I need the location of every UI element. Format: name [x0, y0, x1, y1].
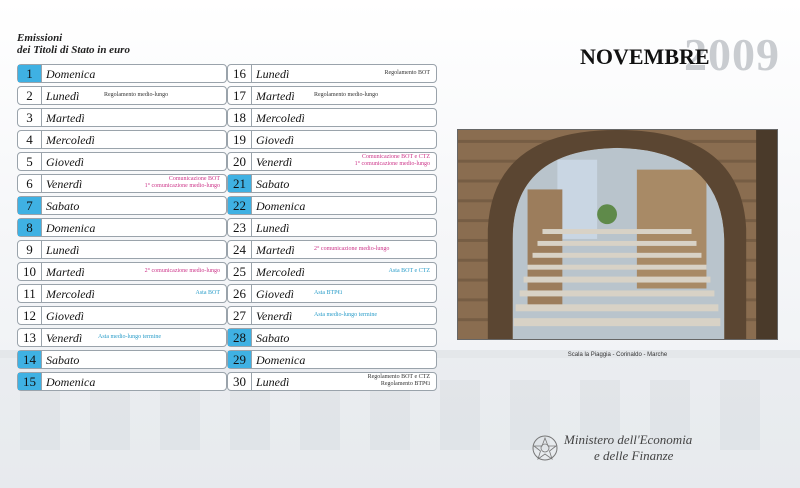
- ministry-line-2: e delle Finanze: [594, 448, 674, 463]
- arch-staircase-photo: [457, 129, 778, 340]
- issuance-note: Asta BOT e CTZ: [388, 268, 430, 274]
- day-number: 25: [228, 263, 252, 280]
- calendar-day-row: [227, 328, 437, 347]
- calendar-day-row: [17, 350, 227, 369]
- calendar-day-row: [17, 152, 227, 171]
- day-number: 15: [18, 373, 42, 390]
- issuance-note: Regolamento medio-lungo: [104, 92, 169, 98]
- weekday-name: Giovedì: [46, 155, 84, 169]
- day-number: 14: [18, 351, 42, 368]
- weekday-name: Mercoledì: [256, 111, 305, 125]
- calendar-column-right: [227, 64, 437, 394]
- day-number: 11: [18, 285, 42, 302]
- calendar-day-row: [227, 174, 437, 193]
- day-number: 3: [18, 109, 42, 126]
- calendar-day-row: [17, 130, 227, 149]
- issuance-note: Comunicazione BOT e CTZ: [361, 154, 430, 160]
- weekday-name: Giovedì: [46, 309, 84, 323]
- issuance-note: Regolamento BOT e CTZ: [367, 374, 430, 380]
- day-number: 16: [228, 65, 252, 82]
- day-number: 8: [18, 219, 42, 236]
- day-number: 18: [228, 109, 252, 126]
- month-label: NOVEMBRE: [580, 44, 710, 69]
- day-number: 12: [18, 307, 42, 324]
- day-number: 24: [228, 241, 252, 258]
- calendar-day-row: [17, 108, 227, 127]
- calendar-day-row: [227, 284, 437, 303]
- weekday-name: Lunedì: [256, 67, 290, 81]
- weekday-name: Domenica: [46, 375, 96, 389]
- issuance-note: Comunicazione BOT: [168, 176, 220, 182]
- calendar-day-row: [17, 262, 227, 281]
- day-number: 17: [228, 87, 252, 104]
- calendar-day-row: [17, 372, 227, 391]
- day-number: 13: [18, 329, 42, 346]
- day-number: 7: [18, 197, 42, 214]
- weekday-name: Domenica: [256, 199, 306, 213]
- calendar-day-row: [227, 152, 437, 171]
- weekday-name: Sabato: [46, 199, 80, 213]
- weekday-name: Martedì: [46, 111, 85, 125]
- weekday-name: Venerdì: [46, 177, 83, 191]
- weekday-name: Lunedì: [256, 221, 290, 235]
- weekday-name: Giovedì: [256, 287, 294, 301]
- day-number: 22: [228, 197, 252, 214]
- header-line-1: Emissioni: [17, 32, 63, 44]
- month-title: [570, 30, 780, 80]
- header-line-2: dei Titoli di Stato in euro: [17, 44, 130, 56]
- weekday-name: Domenica: [46, 221, 96, 235]
- day-number: 27: [228, 307, 252, 324]
- day-number: 19: [228, 131, 252, 148]
- weekday-name: Domenica: [46, 67, 96, 81]
- weekday-name: Sabato: [46, 353, 80, 367]
- day-number: 2: [18, 87, 42, 104]
- calendar-day-row: [227, 262, 437, 281]
- calendar-day-row: [227, 130, 437, 149]
- day-number: 9: [18, 241, 42, 258]
- calendar-column-left: [17, 64, 227, 394]
- calendar-day-row: [17, 196, 227, 215]
- weekday-name: Martedì: [46, 265, 85, 279]
- weekday-name: Mercoledì: [256, 265, 305, 279]
- republic-emblem-icon: [530, 432, 560, 466]
- calendar-day-row: [227, 372, 437, 391]
- weekday-name: Martedì: [256, 89, 295, 103]
- day-number: 5: [18, 153, 42, 170]
- calendar-day-row: [17, 64, 227, 83]
- weekday-name: Sabato: [256, 331, 290, 345]
- weekday-name: Mercoledì: [46, 287, 95, 301]
- issuance-note: Asta medio-lungo termine: [98, 334, 161, 340]
- calendar-day-row: [227, 218, 437, 237]
- calendar-day-row: [17, 86, 227, 105]
- day-number: 4: [18, 131, 42, 148]
- issuance-note: Asta BTP€i: [314, 290, 343, 296]
- calendar-day-row: [17, 218, 227, 237]
- calendar-day-row: [17, 174, 227, 193]
- calendar-day-row: [17, 328, 227, 347]
- issuance-note: Asta medio-lungo termine: [314, 312, 377, 318]
- calendar-day-row: [227, 64, 437, 83]
- calendar-day-row: [17, 306, 227, 325]
- day-number: 21: [228, 175, 252, 192]
- issuance-note: Regolamento BTP€i: [380, 381, 430, 387]
- day-number: 29: [228, 351, 252, 368]
- weekday-name: Giovedì: [256, 133, 294, 147]
- issuance-note: Regolamento medio-lungo: [314, 92, 379, 98]
- issuance-note: Regolamento BOT: [384, 70, 430, 76]
- day-number: 10: [18, 263, 42, 280]
- weekday-name: Mercoledì: [46, 133, 95, 147]
- day-number: 6: [18, 175, 42, 192]
- weekday-name: Venerdì: [256, 155, 293, 169]
- issuance-note: Asta BOT: [195, 290, 220, 296]
- weekday-name: Domenica: [256, 353, 306, 367]
- calendar-day-row: [227, 350, 437, 369]
- weekday-name: Lunedì: [256, 375, 290, 389]
- ministry-line-1: Ministero dell'Economia: [564, 432, 693, 447]
- issuance-note: 1° comunicazione medio-lungo: [354, 161, 430, 167]
- photo-caption: Scala la Piaggia - Corinaldo - Marche: [567, 352, 668, 358]
- issuance-note: 2° comunicazione medio-lungo: [314, 246, 390, 252]
- ministry-name: [564, 432, 692, 464]
- weekday-name: Lunedì: [46, 243, 80, 257]
- calendar-day-row: [227, 240, 437, 259]
- day-number: 20: [228, 153, 252, 170]
- day-number: 30: [228, 373, 252, 390]
- calendar-day-row: [17, 240, 227, 259]
- day-number: 28: [228, 329, 252, 346]
- weekday-name: Sabato: [256, 177, 290, 191]
- issuance-note: 1° comunicazione medio-lungo: [144, 183, 220, 189]
- weekday-name: Martedì: [256, 243, 295, 257]
- year-label: 2009: [684, 29, 780, 80]
- issuance-note: 2° comunicazione medio-lungo: [144, 268, 220, 274]
- calendar-day-row: [227, 306, 437, 325]
- calendar-day-row: [227, 108, 437, 127]
- day-number: 26: [228, 285, 252, 302]
- ministry-logo: [530, 432, 730, 472]
- weekday-name: Lunedì: [46, 89, 80, 103]
- calendar-day-row: [227, 196, 437, 215]
- weekday-name: Venerdì: [256, 309, 293, 323]
- day-number: 1: [18, 65, 42, 82]
- day-number: 23: [228, 219, 252, 236]
- weekday-name: Venerdì: [46, 331, 83, 345]
- calendar-day-row: [17, 284, 227, 303]
- issuance-header: [17, 32, 130, 56]
- calendar-day-row: [227, 86, 437, 105]
